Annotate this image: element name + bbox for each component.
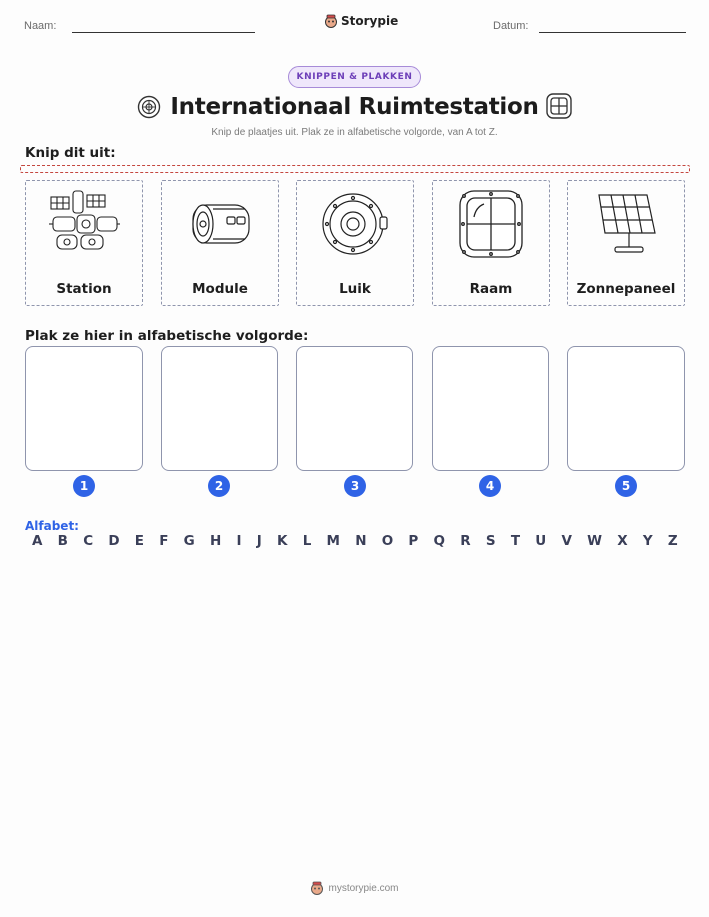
hatch-icon <box>318 189 392 259</box>
storypie-mascot-icon <box>310 881 324 895</box>
module-icon <box>183 189 257 259</box>
paste-slot-2[interactable] <box>161 346 278 471</box>
cutout-card-luik[interactable] <box>296 180 414 306</box>
paste-heading: Plak ze hier in alfabetische volgorde: <box>25 328 309 344</box>
card-label: Raam <box>469 281 513 297</box>
slot-number: 3 <box>344 475 366 497</box>
alphabet-letter: M <box>326 533 340 549</box>
alphabet-letter: B <box>57 533 68 549</box>
date-label: Datum: <box>493 20 529 32</box>
alphabet-letter: G <box>183 533 195 549</box>
alphabet-letter: P <box>408 533 419 549</box>
alphabet-letter: L <box>302 533 312 549</box>
brand-name: Storypie <box>341 14 399 28</box>
alphabet-letter: O <box>381 533 394 549</box>
alphabet-letter: Y <box>642 533 653 549</box>
alphabet-letter: K <box>277 533 288 549</box>
solar-panel-icon <box>589 189 663 259</box>
name-label: Naam: <box>24 20 57 32</box>
date-line[interactable] <box>539 32 686 33</box>
alphabet-letter: H <box>209 533 222 549</box>
cut-heading: Knip dit uit: <box>25 145 116 161</box>
alphabet-letter: V <box>561 533 572 549</box>
cutout-card-zonnepaneel[interactable] <box>567 180 685 306</box>
card-label: Station <box>56 281 112 297</box>
alphabet-title: Alfabet: <box>25 519 79 533</box>
alphabet-letter: I <box>236 533 242 549</box>
window-icon <box>454 189 528 259</box>
name-line[interactable] <box>72 32 255 33</box>
alphabet-letter: C <box>83 533 94 549</box>
cutout-card-raam[interactable] <box>432 180 550 306</box>
alphabet-row <box>32 533 678 549</box>
card-label: Module <box>192 281 248 297</box>
alphabet-letter: S <box>485 533 496 549</box>
storypie-mascot-icon <box>324 14 338 28</box>
alphabet-letter: D <box>108 533 120 549</box>
page-title: Internationaal Ruimtestation <box>170 94 539 120</box>
slot-number: 2 <box>208 475 230 497</box>
slot-number: 1 <box>73 475 95 497</box>
activity-badge: KNIPPEN & PLAKKEN <box>288 66 421 88</box>
instructions: Knip de plaatjes uit. Plak ze in alfabetische volgorde, van A tot Z. <box>211 127 498 138</box>
paste-slot-1[interactable] <box>25 346 143 471</box>
cutout-card-station[interactable] <box>25 180 143 306</box>
alphabet-letter: X <box>617 533 628 549</box>
alphabet-letter: W <box>587 533 603 549</box>
alphabet-letter: F <box>159 533 169 549</box>
paste-slot-5[interactable] <box>567 346 685 471</box>
alphabet-letter: J <box>256 533 262 549</box>
card-label: Luik <box>339 281 371 297</box>
footer <box>0 881 709 895</box>
space-station-icon <box>47 189 121 259</box>
cutout-card-module[interactable] <box>161 180 279 306</box>
alphabet-letter: T <box>510 533 521 549</box>
paste-slot-3[interactable] <box>296 346 413 471</box>
alphabet-letter: U <box>535 533 547 549</box>
card-label: Zonnepaneel <box>576 281 676 297</box>
slot-number: 4 <box>479 475 501 497</box>
alphabet-letter: A <box>32 533 43 549</box>
alphabet-letter: Z <box>667 533 678 549</box>
footer-link[interactable]: mystorypie.com <box>328 882 399 894</box>
paste-slot-4[interactable] <box>432 346 549 471</box>
cut-line <box>20 165 690 173</box>
alphabet-letter: N <box>355 533 367 549</box>
alphabet-letter: R <box>460 533 471 549</box>
window-icon <box>545 92 573 120</box>
alphabet-letter: Q <box>433 533 446 549</box>
slot-number: 5 <box>615 475 637 497</box>
brand-logo <box>324 14 398 28</box>
alphabet-letter: E <box>134 533 144 549</box>
